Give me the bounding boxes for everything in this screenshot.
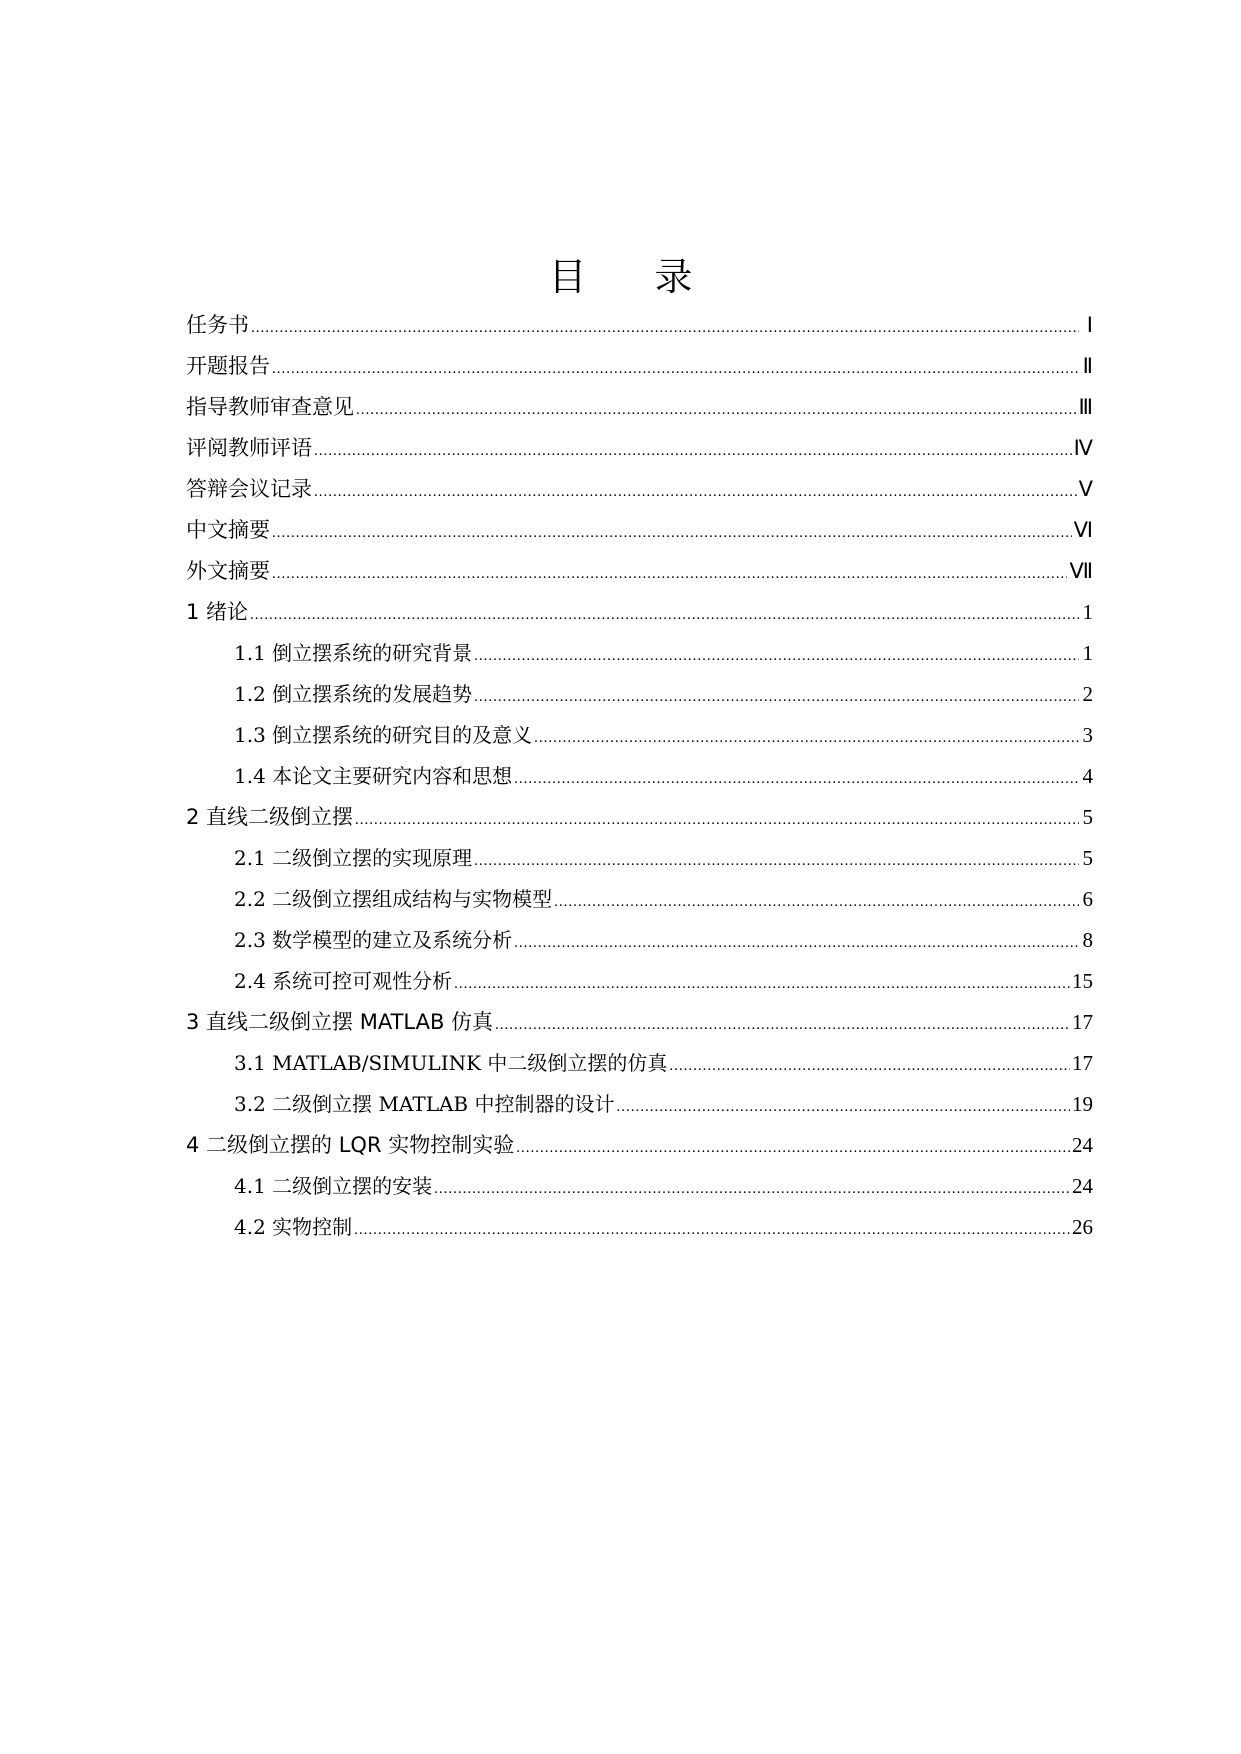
- toc-dot-leader: [454, 964, 1070, 1005]
- toc-entry[interactable]: [186, 1043, 1093, 1084]
- toc-entry-label: 4.2 实物控制: [234, 1215, 353, 1239]
- toc-entry-label: 1.4 本论文主要研究内容和思想: [234, 764, 513, 788]
- toc-entry-page-number: Ⅳ: [1073, 436, 1093, 460]
- toc-entry-page-number: Ⅵ: [1073, 518, 1093, 542]
- toc-entry-page-number: 15: [1072, 969, 1093, 993]
- toc-entry-page-number: 17: [1072, 1010, 1093, 1034]
- toc-entry[interactable]: [186, 674, 1093, 715]
- toc-entry-label: 1.3 倒立摆系统的研究目的及意义: [234, 723, 533, 747]
- toc-dot-leader: [272, 349, 1079, 390]
- toc-dot-leader: [314, 431, 1072, 472]
- toc-entry-label: 2.3 数学模型的建立及系统分析: [234, 928, 513, 952]
- toc-entry[interactable]: [186, 510, 1093, 551]
- toc-entry[interactable]: [186, 715, 1093, 756]
- toc-entry[interactable]: [186, 551, 1093, 592]
- toc-entry-label: 指导教师审查意见: [186, 395, 354, 419]
- toc-entry[interactable]: [186, 592, 1093, 633]
- toc-entry-label: 2 直线二级倒立摆: [186, 805, 354, 829]
- table-of-contents: [186, 305, 1093, 1248]
- toc-dot-leader: [474, 677, 1079, 718]
- toc-dot-leader: [514, 923, 1079, 964]
- toc-dot-leader: [356, 390, 1077, 431]
- toc-entry-label: 3.1 MATLAB/SIMULINK 中二级倒立摆的仿真: [234, 1051, 668, 1075]
- toc-entry[interactable]: [186, 961, 1093, 1002]
- toc-entry-page-number: 4: [1082, 764, 1093, 788]
- toc-entry-label: 4 二级倒立摆的 LQR 实物控制实验: [186, 1133, 515, 1157]
- toc-entry-label: 1.1 倒立摆系统的研究背景: [234, 641, 473, 665]
- toc-dot-leader: [272, 554, 1067, 595]
- toc-entry-page-number: Ⅶ: [1069, 559, 1093, 583]
- toc-entry-page-number: 1: [1082, 641, 1093, 665]
- toc-entry-page-number: Ⅱ: [1082, 354, 1093, 378]
- toc-entry-page-number: 2: [1082, 682, 1093, 706]
- toc-entry[interactable]: [186, 1125, 1093, 1166]
- toc-entry-label: 2.1 二级倒立摆的实现原理: [234, 846, 473, 870]
- toc-dot-leader: [616, 1087, 1070, 1128]
- toc-entry[interactable]: [186, 920, 1093, 961]
- toc-entry-page-number: 1: [1082, 600, 1093, 624]
- toc-entry[interactable]: [186, 305, 1093, 346]
- toc-entry-page-number: Ⅰ: [1086, 313, 1093, 337]
- page-title: 目 录: [548, 255, 721, 299]
- toc-entry[interactable]: [186, 1002, 1093, 1043]
- toc-entry-label: 2.4 系统可控可观性分析: [234, 969, 453, 993]
- toc-entry-page-number: 17: [1072, 1051, 1093, 1075]
- toc-entry-label: 4.1 二级倒立摆的安装: [234, 1174, 433, 1198]
- toc-dot-leader: [474, 841, 1079, 882]
- toc-entry[interactable]: [186, 838, 1093, 879]
- toc-dot-leader: [495, 1005, 1070, 1046]
- toc-entry[interactable]: [186, 387, 1093, 428]
- toc-dot-leader: [669, 1046, 1070, 1087]
- toc-entry-label: 3.2 二级倒立摆 MATLAB 中控制器的设计: [234, 1092, 615, 1116]
- toc-dot-leader: [355, 800, 1079, 841]
- toc-entry-page-number: 5: [1082, 846, 1093, 870]
- toc-dot-leader: [314, 472, 1077, 513]
- toc-entry-page-number: 26: [1072, 1215, 1093, 1239]
- toc-dot-leader: [516, 1128, 1070, 1169]
- toc-entry-page-number: 8: [1082, 928, 1093, 952]
- toc-entry[interactable]: [186, 756, 1093, 797]
- toc-entry-label: 评阅教师评语: [186, 436, 312, 460]
- toc-dot-leader: [354, 1210, 1070, 1251]
- toc-entry-label: 中文摘要: [186, 518, 270, 542]
- toc-dot-leader: [554, 882, 1079, 923]
- toc-dot-leader: [514, 759, 1079, 800]
- toc-entry-label: 3 直线二级倒立摆 MATLAB 仿真: [186, 1010, 494, 1034]
- toc-dot-leader: [250, 595, 1079, 636]
- toc-entry-label: 答辩会议记录: [186, 477, 312, 501]
- toc-entry-label: 外文摘要: [186, 559, 270, 583]
- toc-entry-page-number: 24: [1072, 1133, 1093, 1157]
- toc-entry-page-number: 3: [1082, 723, 1093, 747]
- toc-dot-leader: [474, 636, 1079, 677]
- toc-dot-leader: [534, 718, 1079, 759]
- toc-entry[interactable]: [186, 1084, 1093, 1125]
- toc-entry-page-number: Ⅲ: [1078, 395, 1093, 419]
- toc-entry-label: 任务书: [186, 313, 249, 337]
- toc-dot-leader: [272, 513, 1072, 554]
- toc-entry[interactable]: [186, 797, 1093, 838]
- toc-entry[interactable]: [186, 879, 1093, 920]
- toc-entry-page-number: Ⅴ: [1078, 477, 1093, 501]
- toc-entry[interactable]: [186, 428, 1093, 469]
- toc-entry[interactable]: [186, 1207, 1093, 1248]
- toc-entry[interactable]: [186, 346, 1093, 387]
- toc-entry-page-number: 5: [1082, 805, 1093, 829]
- toc-entry-page-number: 24: [1072, 1174, 1093, 1198]
- toc-entry-label: 1 绪论: [186, 600, 249, 624]
- toc-dot-leader: [251, 308, 1079, 349]
- toc-entry-label: 2.2 二级倒立摆组成结构与实物模型: [234, 887, 553, 911]
- toc-entry-page-number: 19: [1072, 1092, 1093, 1116]
- toc-entry[interactable]: [186, 469, 1093, 510]
- toc-dot-leader: [434, 1169, 1070, 1210]
- toc-entry-label: 开题报告: [186, 354, 270, 378]
- toc-entry[interactable]: [186, 633, 1093, 674]
- toc-entry[interactable]: [186, 1166, 1093, 1207]
- toc-entry-page-number: 6: [1082, 887, 1093, 911]
- toc-entry-label: 1.2 倒立摆系统的发展趋势: [234, 682, 473, 706]
